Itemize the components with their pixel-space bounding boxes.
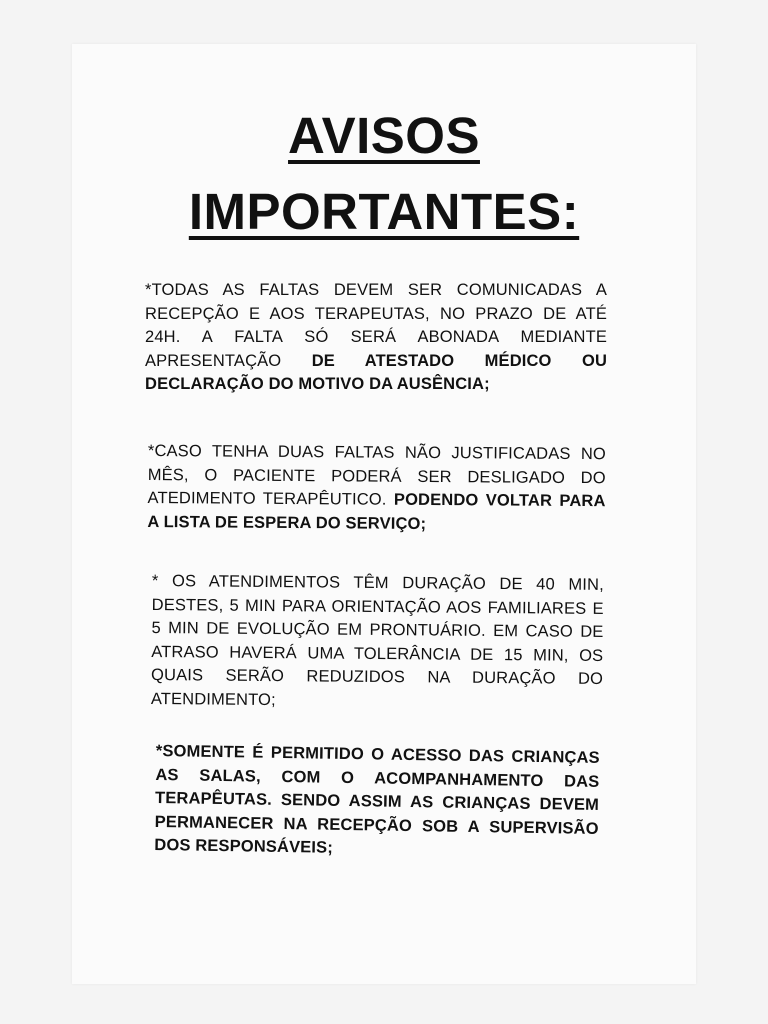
- page-title: [0, 98, 768, 250]
- notice-unjustified-text: *CASO TENHA DUAS FALTAS NÃO JUSTIFICADAS NO MÊS, O PACIENTE PODERÁ SER DESLIGADO DO ATEDIMENTO TERAPÊUTICO.: [147, 441, 606, 509]
- notice-access-emphasis: *SOMENTE É PERMITIDO O ACESSO DAS CRIANÇAS AS SALAS, COM O ACOMPANHAMENTO DAS TERAPÊUTAS. SENDO ASSIM AS CRIANÇAS DEVEM PERMANECER NA RECEPÇÃO SOB A SUPERVISÃO DOS RESPONSÁVEIS;: [154, 741, 600, 857]
- title-line-2: IMPORTANTES:: [188, 183, 580, 240]
- notice-absences-text: *TODAS AS FALTAS DEVEM SER COMUNICADAS A RECEPÇÃO E AOS TERAPEUTAS, NO PRAZO DE ATÉ 24H. A FALTA SÓ SERÁ ABONADA MEDIANTE APRESENTAÇÃO: [145, 281, 607, 370]
- notice-room-access: [154, 740, 600, 864]
- title-line-1: AVISOS: [288, 107, 480, 164]
- notice-absences-emphasis: DE ATESTADO MÉDICO OU DECLARAÇÃO DO MOTIVO DA AUSÊNCIA;: [145, 351, 608, 393]
- notice-unjustified-emphasis: PODENDO VOLTAR PARA A LISTA DE ESPERA DO SERVIÇO;: [147, 490, 606, 533]
- notice-unjustified-absences: [147, 440, 606, 537]
- notice-duration-text: * OS ATENDIMENTOS TÊM DURAÇÃO DE 40 MIN, DESTES, 5 MIN PARA ORIENTAÇÃO AOS FAMILIARES E 5 MIN DE EVOLUÇÃO EM PRONTUÁRIO. EM CASO DE ATRASO HAVERÁ UMA TOLERÂNCIA DE 15 MIN, OS QUAIS SERÃO REDUZIDOS NA DURAÇÃO DO ATENDIMENTO;: [150, 571, 604, 709]
- notice-session-duration: [151, 570, 604, 715]
- notice-absences: [145, 279, 607, 397]
